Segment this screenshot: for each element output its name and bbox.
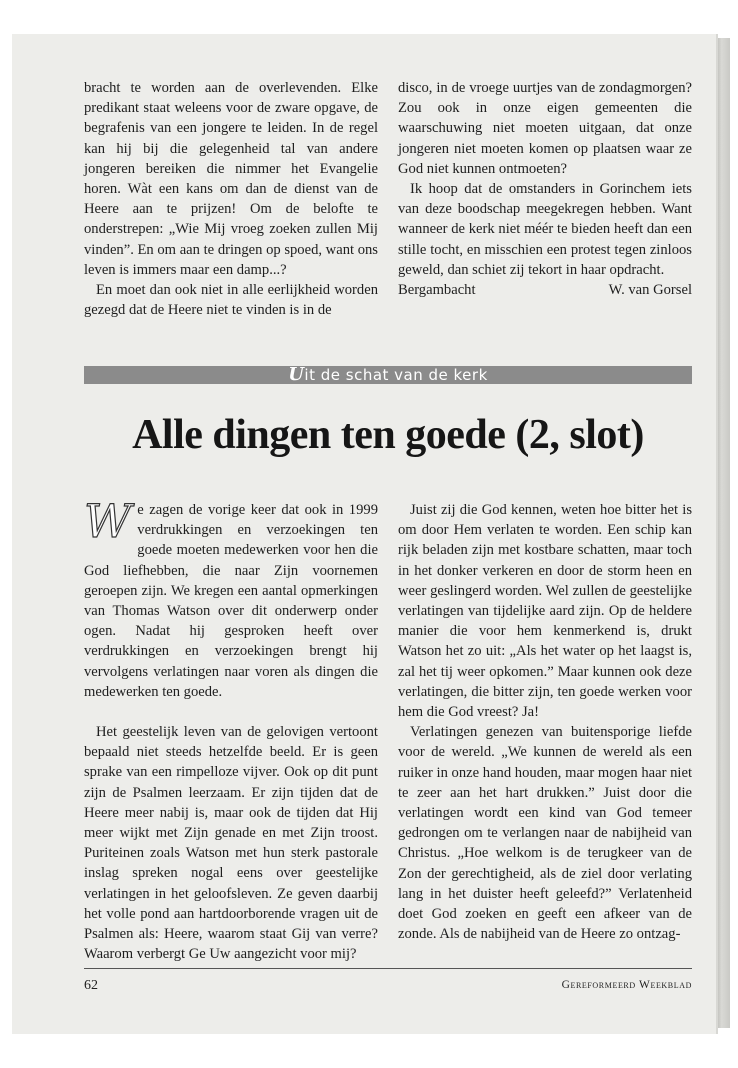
adjacent-page-edge bbox=[716, 38, 730, 1028]
paragraph-text: e zagen de vorige keer dat ook in 1999 verdrukkingen en verzoekingen ten goede moeten medewerken voor hen die God liefhebben, die naar Zijn voornemen geroepen zijn. We kregen een aantal opmerkingen van Thomas Watson over dit onderwerp onder ogen. Nadat hij gesproken heeft over verdrukkingen en verzoekingen brengt hij vervolgens verlatingen naar voren als dingen die medewerken ten goede. bbox=[84, 502, 378, 700]
article-left-column bbox=[84, 494, 378, 964]
signature bbox=[398, 280, 692, 300]
footer-rule bbox=[84, 968, 692, 969]
paragraph: Juist zij die God kennen, weten hoe bitter het is om door Hem verlaten te worden. Een schip kan rijk beladen zijn met kostbare schatten, maar toch in het donker verkeren en door de storm heen en weer geslingerd worden. Wel zullen de geestelijke verlatingen van tijdelijke aard zijn. Op de heldere manier die voor hem kenmerkend is, drukt Watson het zo uit: „Als het water op het laagst is, zal het tij weer opkomen.” Maar kunnen ook deze verlatingen, die bitter zijn, ten goede werken voor hem die God vreest? Ja! bbox=[398, 502, 692, 721]
top-right-column bbox=[398, 78, 692, 300]
paragraph: disco, in de vroege uurtjes van de zondagmorgen? Zou ook in onze eigen gemeenten die waarschuwing niet moeten uitgaan, dat onze jongeren niet moeten komen op plaatsen waar ze God niet kunnen ontmoeten? bbox=[398, 80, 692, 177]
magazine-name: Gereformeerd Weekblad bbox=[561, 979, 692, 991]
paragraph: Verlatingen genezen van buitensporige liefde voor de wereld. „We kunnen de wereld als een ruiker in onze hand houden, maar mogen haar niet te zeer aan het hart drukken.” Juist door die verlatingen wordt een kind van God temeer gedrongen om te verlangen naar de nabijheid van Christus. „Hoe welkom is de terugkeer van de Zon der gerechtigheid, als de ziel door verlating lang in het duister heeft geleefd?” Verlatenheid doet God zoeken en geeft een afkeer van de zonde. Als de nabijheid van de Heere zo ontzag- bbox=[398, 724, 692, 943]
paragraph: Het geestelijk leven van de gelovigen vertoont bepaald niet steeds hetzelfde beeld. Er is geen sprake van een rimpelloze vijver. Ook op dit punt zijn de Psalmen leerzaam. Er zijn tijden dat de Heere meer nabij is, maar ook de tijden dat Hij meer wijkt met Zijn genade en met Zijn troost. Puriteinen zoals Watson met hun sterk pastorale inslag spreken nogal eens over geestelijke verlatingen in het geloofsleven. Ze geven daarbij het volle pond aan hartdoorborende vragen uit de Psalmen als: Heere, waarom staat Gij van verre? Waarom verbergt Ge Uw aangezicht voor mij? bbox=[84, 724, 378, 963]
paragraph bbox=[84, 494, 378, 702]
top-left-column bbox=[84, 78, 378, 320]
article-right-column bbox=[398, 500, 692, 944]
drop-cap: W bbox=[84, 494, 132, 548]
page-number: 62 bbox=[84, 978, 98, 993]
article-title: Alle dingen ten goede (2, slot) bbox=[132, 412, 644, 458]
paragraph: Ik hoop dat de omstanders in Gorinchem iets van deze boodschap meegekregen hebben. Want wanneer de kerk niet méér te bieden heeft dan een stille tocht, en misschien een protest tegen zinloos geweld, dan schiet zij tekort in haar opdracht. bbox=[398, 181, 692, 278]
paragraph: bracht te worden aan de overlevenden. Elke predikant staat weleens voor de zware opgave, de begrafenis van een jongere te leiden. In de regel kan hij bij die gelegenheid tal van andere jongeren bereiken die nimmer het Evangelie horen. Wàt een kans om dan de dienst van de Heere aan te prijzen! Om de belofte te onderstrepen: „Wie Mij vroeg zoeken zullen Mij vinden”. En om aan te dringen op spoed, want ons leven is immers maar een damp...? bbox=[84, 80, 378, 278]
signature-place: Bergambacht bbox=[398, 282, 476, 299]
section-banner-text: it de schat van de kerk bbox=[304, 366, 488, 384]
section-banner bbox=[84, 366, 692, 384]
signature-author: W. van Gorsel bbox=[608, 282, 692, 299]
paragraph: En moet dan ook niet in alle eerlijkheid worden gezegd dat de Heere niet te vinden is in de bbox=[84, 282, 378, 319]
section-banner-initial: U bbox=[288, 364, 305, 385]
